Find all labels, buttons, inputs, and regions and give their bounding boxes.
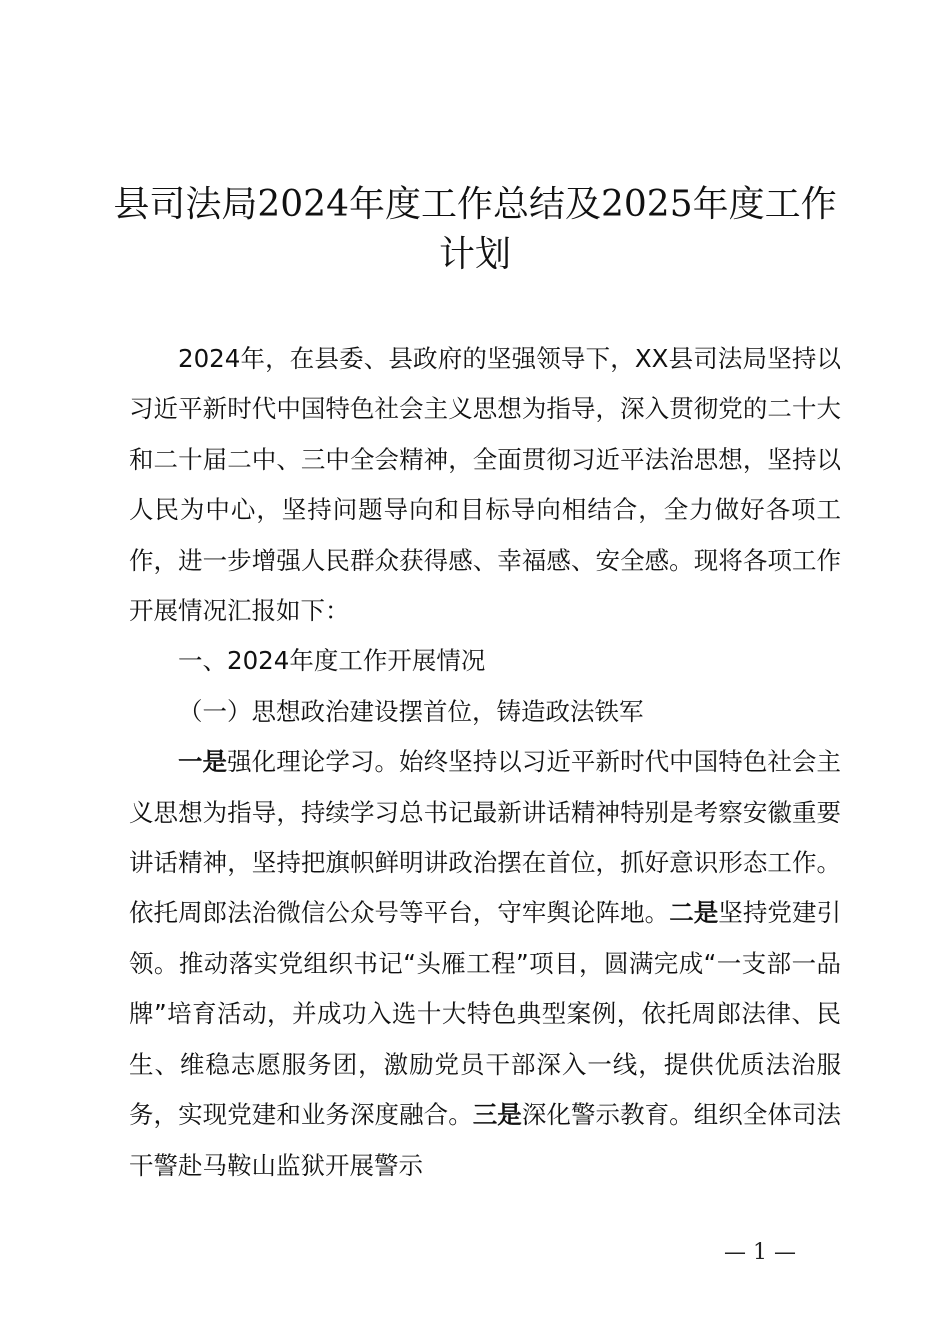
point-3-lead: 三是 bbox=[472, 1100, 522, 1130]
point-1-text: 强化理论学习。始终坚持以习近平新时代中国特色社会主义思想为指导，持续学习总书记最新讲话精神特别是考察安徽重要讲话精神，坚持把旗帜鲜明讲政治摆在首位，抓好意识形态工作。依托周郎法治微信公众号等平台，守牢舆论阵地。 bbox=[129, 747, 842, 928]
point-1-paragraph bbox=[129, 737, 841, 1191]
title-line-2: 计划 bbox=[438, 234, 511, 275]
point-3-text: 深化警示教育。组织全体司法干警赴马鞍山监狱开展警示 bbox=[129, 1100, 842, 1180]
page-number: — 1 — bbox=[724, 1240, 796, 1265]
section-heading: 一、2024年度工作开展情况 bbox=[178, 646, 486, 676]
document-title bbox=[110, 180, 840, 280]
subsection-heading: （一）思想政治建设摆首位，铸造政法铁军 bbox=[178, 696, 644, 726]
point-2-text: 坚持党建引领。推动落实党组织书记“头雁工程”项目，圆满完成“一支部一品牌”培育活动，并成功入选十大特色典型案例，依托周郎法律、民生、维稳志愿服务团，激励党员干部深入一线，提供优质法治服务，实现党建和业务深度融合。 bbox=[129, 898, 842, 1130]
title-line-1: 县司法局2024年度工作总结及2025年度工作 bbox=[113, 184, 837, 225]
point-2-lead: 二是 bbox=[669, 898, 719, 928]
document-body bbox=[129, 334, 841, 1191]
intro-paragraph: 2024年，在县委、县政府的坚强领导下，XX县司法局坚持以习近平新时代中国特色社会主义思想为指导，深入贯彻党的二十大和二十届二中、三中全会精神，全面贯彻习近平法治思想，坚持以人民为中心，坚持问题导向和目标导向相结合，全力做好各项工作，进一步增强人民群众获得感、幸福感、安全感。现将各项工作开展情况汇报如下： bbox=[129, 344, 841, 626]
point-1-lead: 一是 bbox=[178, 747, 228, 777]
